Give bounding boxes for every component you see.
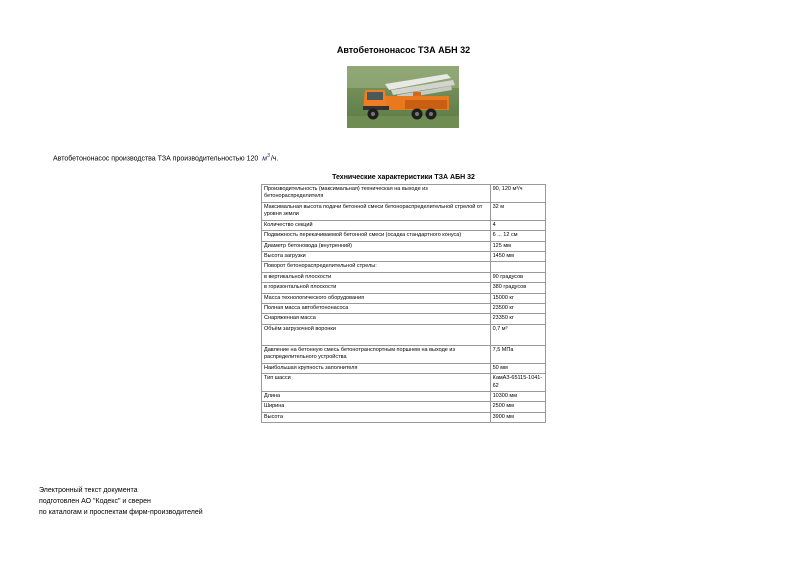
footer-line: подготовлен АО "Кодекс" и сверен xyxy=(39,498,151,506)
truck-photo xyxy=(347,66,459,128)
table-row xyxy=(262,293,546,303)
spec-label: Длина xyxy=(262,392,491,402)
spec-value: 32 м xyxy=(490,202,545,220)
footer-line: Электронный текст документа xyxy=(39,487,138,494)
spec-label: Высота xyxy=(262,412,491,422)
spec-value: 23500 кг xyxy=(490,304,545,314)
spec-label: Диаметр бетоновода (внутренний) xyxy=(262,241,491,251)
spec-value: 10300 мм xyxy=(490,392,545,402)
table-row xyxy=(262,251,546,261)
spec-label: Давление на бетонную смесь бетонотранспортным поршнем на выходе из распределительного устройства xyxy=(262,345,491,363)
table-row xyxy=(262,283,546,293)
spec-label: Полная масса автобетононасоса xyxy=(262,304,491,314)
spec-label: в горизонтальной плоскости xyxy=(262,283,491,293)
table-row xyxy=(262,185,546,203)
spec-label: Высота загрузки xyxy=(262,251,491,261)
spec-value xyxy=(490,262,545,272)
spec-label: Ширина xyxy=(262,402,491,412)
table-row xyxy=(262,202,546,220)
spec-value: КамАЗ-65115-1041-62 xyxy=(490,374,545,392)
spec-value: 7,5 МПа xyxy=(490,345,545,363)
spec-label: Наибольшая крупность заполнителя xyxy=(262,363,491,373)
spec-value: 2500 мм xyxy=(490,402,545,412)
table-row xyxy=(262,220,546,230)
spec-value: 125 мм xyxy=(490,241,545,251)
spec-label: Тип шасси xyxy=(262,374,491,392)
spec-label: Объём загрузочной воронки xyxy=(262,324,491,345)
spec-label: в вертикальной плоскости xyxy=(262,272,491,282)
table-row xyxy=(262,402,546,412)
document-title: Автобетононасос ТЗА АБН 32 xyxy=(336,45,471,55)
unit-cubic-meter: $м^3$ xyxy=(262,153,270,163)
table-row xyxy=(262,314,546,324)
spec-value: 15000 кг xyxy=(490,293,545,303)
spec-label: Подвижность перекачиваемой бетонной смеси (осадка стандартного конуса) xyxy=(262,231,491,241)
specs-table xyxy=(261,184,546,423)
spec-label: Поворот бетонораспределительной стрелы: xyxy=(262,262,491,272)
table-row xyxy=(262,231,546,241)
spec-label: Максимальная высота подачи бетонной смеси бетонораспределительной стрелой от уровня земли xyxy=(262,202,491,220)
intro-text: Автобетононасос производства ТЗА производительностью 120 xyxy=(53,155,259,163)
spec-value: 4 xyxy=(490,220,545,230)
spec-value: 1450 мм xyxy=(490,251,545,261)
spec-value: 380 градусов xyxy=(490,283,545,293)
table-row xyxy=(262,363,546,373)
table-row xyxy=(262,412,546,422)
table-row xyxy=(262,241,546,251)
spec-value: 3900 мм xyxy=(490,412,545,422)
spec-value: 23350 кг xyxy=(490,314,545,324)
spec-value: 90 градусов xyxy=(490,272,545,282)
footer-note xyxy=(39,485,203,519)
table-row xyxy=(262,345,546,363)
spec-value: 6 ... 12 см xyxy=(490,231,545,241)
table-row xyxy=(262,374,546,392)
table-row xyxy=(262,392,546,402)
concrete-pump-truck-image xyxy=(347,66,459,128)
footer-line: по каталогам и проспектам фирм-производителей xyxy=(39,509,203,517)
intro-paragraph xyxy=(53,153,278,162)
spec-label: Производительность (максимальная) техническая на выходе из бетонораспределителя xyxy=(262,185,491,203)
table-row xyxy=(262,262,546,272)
spec-value: 50 мм xyxy=(490,363,545,373)
spec-value: 0,7 м³ xyxy=(490,324,545,345)
spec-label: Снаряженная масса xyxy=(262,314,491,324)
spec-label: Масса технологического оборудования xyxy=(262,293,491,303)
spec-label: Количество секций xyxy=(262,220,491,230)
table-title: Технические характеристики ТЗА АБН 32 xyxy=(332,174,475,181)
table-row xyxy=(262,304,546,314)
spec-value: 90, 120 м³/ч xyxy=(490,185,545,203)
unit-per-hour: /ч. xyxy=(270,155,279,163)
specs-table-body xyxy=(262,185,546,423)
table-row xyxy=(262,324,546,345)
table-row xyxy=(262,272,546,282)
